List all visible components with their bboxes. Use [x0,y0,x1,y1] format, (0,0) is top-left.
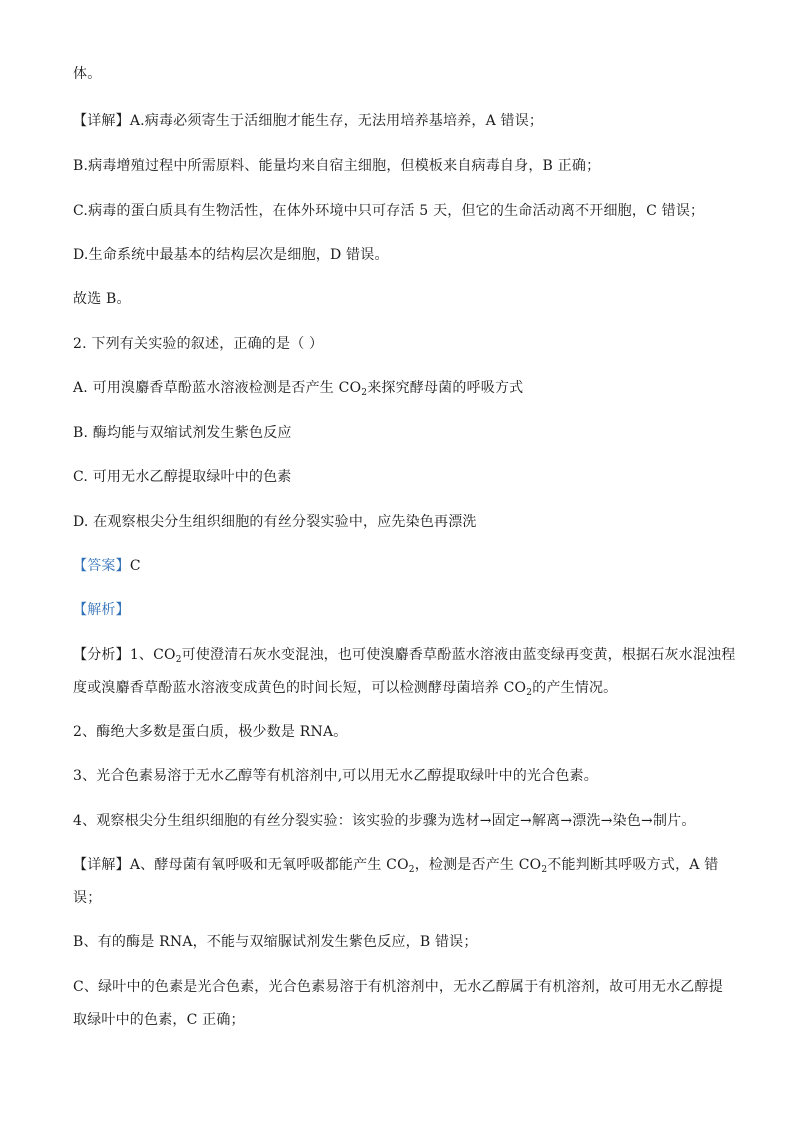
option-a: A. 可用溴麝香草酚蓝水溶液检测是否产生 $CO_2$来探究酵母菌的呼吸方式 [73,380,524,398]
answer-line: 【答案】C [73,558,141,574]
text-line: 取绿叶中的色素，C 正确； [73,1012,245,1028]
text-line: 【详解】A.病毒必须寄生于活细胞才能生存，无法用培养基培养，A 错误； [73,113,544,129]
text-line: 4、观察根尖分生组织细胞的有丝分裂实验：该实验的步骤为选材→固定→解离→漂洗→染色→制片。 [73,813,696,829]
analysis-tag: 【解析】 [73,602,130,618]
text-line: 体。 [73,66,102,82]
analysis-heading [73,600,723,620]
answer-tag: 【答案】 [73,558,130,574]
text-line: 【分析】1、$CO_2$可使澄清石灰水变混浊，也可使溴麝香草酚蓝水溶液由蓝变绿再变黄，根据石灰水混浊程 [73,647,736,665]
text-line: 3、光合色素易溶于无水乙醇等有机溶剂中,可以用无水乙醇提取绿叶中的光合色素。 [73,768,598,784]
text-line: 2、酶绝大多数是蛋白质，极少数是 RNA。 [73,724,348,740]
option-c: C. 可用无水乙醇提取绿叶中的色素 [73,469,292,485]
section-tag: 【详解】 [73,113,130,129]
text-line: C、绿叶中的色素是光合色素，光合色素易溶于有机溶剂中，无水乙醇属于有机溶剂，故可用无水乙醇提 [73,979,723,995]
text-line: D.生命系统中最基本的结构层次是细胞，D 错误。 [73,247,389,263]
text-line: 【详解】A、酵母菌有氧呼吸和无氧呼吸都能产生 $CO_2$，检测是否产生 $CO_2$不能判断其呼吸方式，A 错 [73,857,719,875]
section-tag: 【详解】 [73,857,130,873]
text-line: B.病毒增殖过程中所需原料、能量均来自宿主细胞，但模板来自病毒自身，B 正确； [73,158,601,174]
text-line: 误； [73,890,102,906]
text-line: B、有的酶是 RNA，不能与双缩脲试剂发生紫色反应，B 错误； [73,934,478,950]
question-stem: 2. 下列有关实验的叙述，正确的是（ ） [73,336,324,352]
text-line: 故选 B。 [73,291,131,307]
text-line: 度或溴麝香草酚蓝水溶液变成黄色的时间长短，可以检测酵母菌培养 $CO_2$的产生情况。 [73,680,618,698]
option-b: B. 酶均能与双缩试剂发生紫色反应 [73,425,292,441]
section-tag: 【分析】 [73,647,130,663]
option-d: D. 在观察根尖分生组织细胞的有丝分裂实验中，应先染色再漂洗 [73,514,477,530]
text-line: C.病毒的蛋白质具有生物活性，在体外环境中只可存活 5 天，但它的生命活动离不开细胞，C 错误； [73,203,705,219]
